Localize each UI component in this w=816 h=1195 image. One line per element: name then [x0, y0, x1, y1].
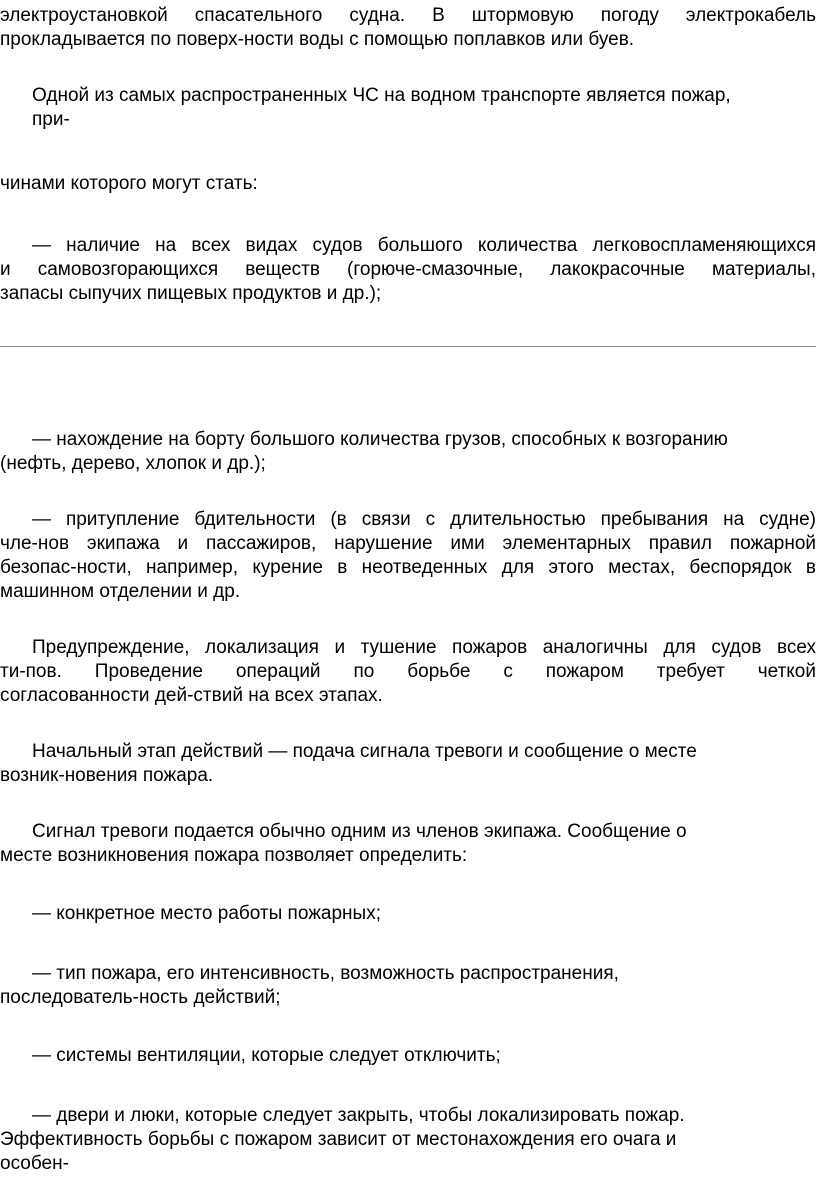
text-line: чинами которого могут стать: — [0, 173, 258, 194]
text-line: машинном отделении и др. — [0, 581, 241, 602]
text-line: безопас-ности, например, курение в неотведенных для этого местах, беспорядок в — [0, 557, 816, 578]
text-line: особен- — [0, 1153, 69, 1174]
text-line: — нахождение на борту большого количества грузов, способных к возгоранию — [32, 429, 728, 450]
text-line: при- — [32, 109, 70, 130]
text-line: возник-новения пожара. — [0, 765, 214, 786]
text-line: электроустановкой спасательного судна. В штормовую погоду электрокабель — [0, 5, 816, 26]
text-line: ти-пов. Проведение операций по борьбе с пожаром требует четкой — [0, 661, 816, 682]
page-divider — [0, 346, 816, 347]
text-line: — тип пожара, его интенсивность, возможность распространения, — [32, 963, 619, 984]
text-line: и самовозгорающихся веществ (горюче-смазочные, лакокрасочные материалы, — [0, 259, 816, 280]
text-line: прокладывается по поверх-ности воды с помощью поплавков или буев. — [0, 29, 635, 50]
text-line: Одной из самых распространенных ЧС на водном транспорте является пожар, — [32, 85, 731, 106]
text-line: Эффективность борьбы с пожаром зависит от местонахождения его очага и — [0, 1129, 677, 1150]
text-line: Начальный этап действий — подача сигнала тревоги и сообщение о месте — [32, 741, 697, 762]
text-line: согласованности дей-ствий на всех этапах. — [0, 685, 383, 706]
text-line: Сигнал тревоги подается обычно одним из членов экипажа. Сообщение о — [32, 821, 687, 842]
text-line: (нефть, дерево, хлопок и др.); — [0, 453, 266, 474]
text-line: — наличие на всех видах судов большого количества легковоспламеняющихся — [32, 235, 816, 256]
text-line: последователь-ность действий; — [0, 987, 281, 1008]
text-line: месте возникновения пожара позволяет определить: — [0, 845, 468, 866]
text-line: — конкретное место работы пожарных; — [32, 903, 381, 924]
text-line: — двери и люки, которые следует закрыть, чтобы локализировать пожар. — [32, 1105, 685, 1126]
text-line: запасы сыпучих пищевых продуктов и др.); — [0, 283, 382, 304]
text-line: чле-нов экипажа и пассажиров, нарушение ими элементарных правил пожарной — [0, 533, 816, 554]
text-line: Предупреждение, локализация и тушение пожаров аналогичны для судов всех — [32, 637, 816, 658]
text-line: — системы вентиляции, которые следует отключить; — [32, 1045, 501, 1066]
text-line: — притупление бдительности (в связи с длительностью пребывания на судне) — [32, 509, 816, 530]
